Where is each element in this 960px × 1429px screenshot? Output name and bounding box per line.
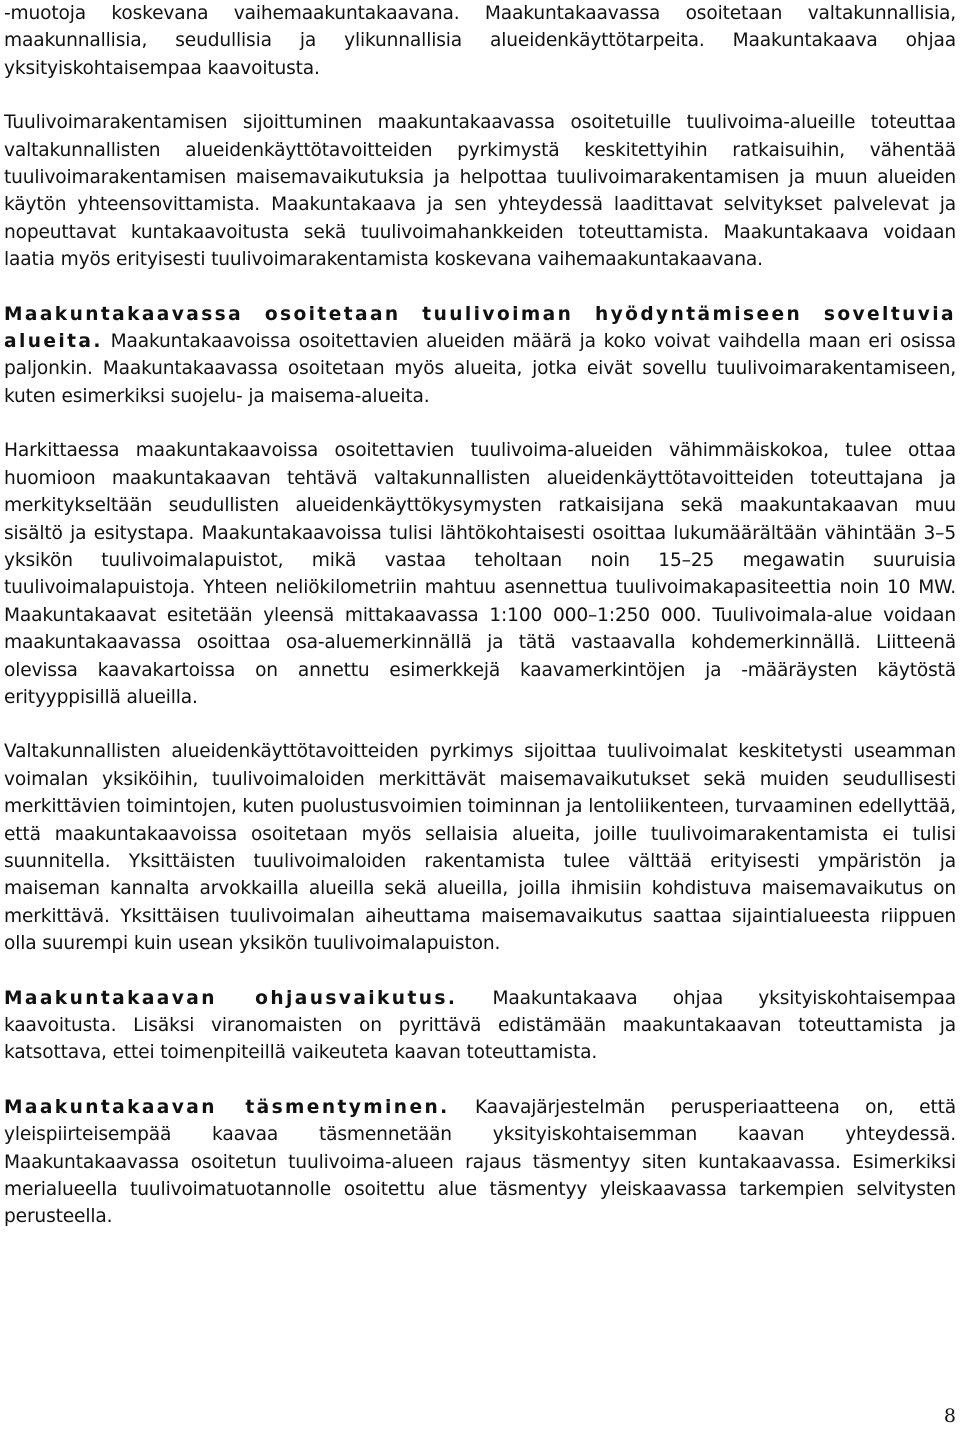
paragraph-3-lead: Maakuntakaavassa osoitetaan tuulivoiman hyödyntämiseen soveltuvia alueita. [4,303,956,353]
paragraph-2-text: Tuulivoimarakentamisen sijoittuminen maakuntakaavassa osoitetuille tuulivoima-alueille toteuttaa valtakunnallisten alueidenkäyttötavoitteiden pyrkimystä keskitettyihin ratkaisuihin, vähentää tuulivoimarakentamisen maisemavaikutuksia ja helpottaa tuulivoimarakentamisen ja muun alueiden käytön yhteensovittamista. Maakuntakaava ja sen yhteydessä laadittavat selvitykset palvelevat ja nopeuttavat kuntakaavoitusta sekä tuulivoimahankkeiden toteuttamista. Maakuntakaava voidaan laatia myös erityisesti tuulivoimarakentamista koskevana vaihemaakuntakaavana. [4,112,956,271]
paragraph-gap [4,711,956,738]
paragraph-6-text: Maakuntakaava ohjaa yksityiskohtaisempaa kaavoitusta. Lisäksi viranomaisten on pyrittävä edistämään maakuntakaavan toteuttamista ja katsottava, ettei toimenpiteillä vaikeuteta kaavan toteuttamista. [4,987,956,1064]
paragraph-gap [4,1067,956,1094]
paragraph-1 [4,0,956,82]
paragraph-7 [4,1094,956,1231]
paragraph-gap [4,958,956,985]
paragraph-5-text: Valtakunnallisten alueidenkäyttötavoitteiden pyrkimys sijoittaa tuulivoimalat keskitetysti useamman voimalan yksiköihin, tuulivoimaloiden merkittävät maisemavaikutukset sekä muiden seudullisesti merkittävien toimintojen, kuten puolustusvoimien toiminnan ja lentoliikenteen, turvaaminen edellyttää, että maakuntakaavoissa osoitetaan myös sellaisia alueita, joille tuulivoimarakentamista ei tulisi suunnitella. Yksittäisten tuulivoimaloiden rakentamista tulee välttää erityisesti ympäristön ja maiseman kannalta arvokkailla alueilla sekä alueilla, joilla ihmisiin kohdistuva maisemavaikutus on merkittävä. Yksittäisen tuulivoimalan aiheuttama maisemavaikutus saattaa sijaintialueesta riippuen olla suurempi kuin usean yksikön tuulivoimalapuiston. [4,741,956,955]
paragraph-2 [4,109,956,273]
paragraph-3 [4,301,956,411]
document-page [4,0,956,1231]
paragraph-4 [4,437,956,711]
paragraph-7-text: Kaavajärjestelmän perusperiaatteena on, että yleispiirteisempää kaavaa täsmennetään yksityiskohtaisemman kaavan yhteydessä. Maakuntakaavassa osoitetun tuulivoima-alueen rajaus täsmentyy siten kuntakaavassa. Esimerkiksi merialueella tuulivoimatuotannolle osoitettu alue täsmentyy yleiskaavassa tarkempien selvitysten perusteella. [4,1096,956,1228]
paragraph-1-text: -muotoja koskevana vaihemaakuntakaavana. Maakuntakaavassa osoitetaan valtakunnallisia, maakunnallisia, seudullisia ja ylikunnallisia alueidenkäyttötarpeita. Maakuntakaava ohjaa yksityiskohtaisempaa kaavoitusta. [4,3,956,79]
paragraph-6-lead: Maakuntakaavan ohjausvaikutus. [4,987,458,1009]
paragraph-4-text: Harkittaessa maakuntakaavoissa osoitettavien tuulivoima-alueiden vähimmäiskokoa, tulee ottaa huomioon maakuntakaavan tehtävä valtakunnallisten alueidenkäyttötavoitteiden toteuttajana ja merkitykseltään seudullisten alueidenkäyttökysymysten ratkaisijana sekä maakuntakaavan muu sisältö ja esitystapa. Maakuntakaavoissa tulisi lähtökohtaisesti osoittaa lukumäärältään vähintään 3–5 yksikön tuulivoimalapuistot, mikä vastaa teholtaan noin 15–25 megawatin suuruisia tuulivoimalapuistoja. Yhteen neliökilometriin mahtuu asennettua tuulivoimakapasiteettia noin 10 MW. Maakuntakaavat esitetään yleensä mittakaavassa 1:100 000–1:250 000. Tuulivoimala-alue voidaan maakuntakaavassa osoittaa osa-aluemerkinnällä ja tätä vastaavalla kohdemerkinnällä. Liitteenä olevissa kaavakartoissa on annettu esimerkkejä kaavamerkintöjen ja -määräysten käytöstä erityyppisillä alueilla. [4,440,956,708]
paragraph-gap [4,410,956,437]
paragraph-6 [4,985,956,1067]
paragraph-5 [4,738,956,957]
page-number: 8 [943,1405,956,1427]
paragraph-gap [4,82,956,109]
paragraph-gap [4,274,956,301]
paragraph-7-lead: Maakuntakaavan täsmentyminen. [4,1096,450,1118]
paragraph-3-text: Maakuntakaavoissa osoitettavien alueiden määrä ja koko voivat vaihdella maan eri osissa paljonkin. Maakuntakaavassa osoitetaan myös alueita, jotka eivät sovellu tuulivoimarakentamiseen, kuten esimerkiksi suojelu- ja maisema-alueita. [4,331,956,407]
